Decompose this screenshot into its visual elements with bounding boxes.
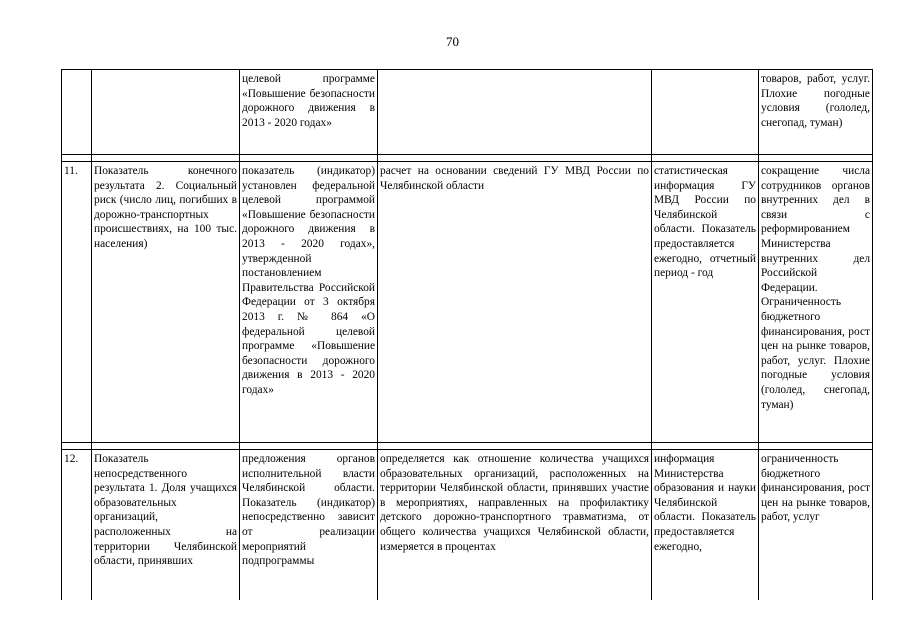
- separator-cell: [652, 443, 759, 450]
- row-separator: [62, 155, 873, 162]
- indicator-basis-cell: показатель (индикатор) установлен федеральной целевой программой «Повышение безопасности дорожного движения в 2013 - 2020 годах», утвержденной постановлением Правительства Российской Федерации от 3 октября 2013 г. № 864 «О федеральной целевой программе «Повышение безопасности дорожного движения в 2013 - 2020 годах»: [240, 162, 378, 443]
- page-number: 70: [446, 34, 459, 49]
- indicators-table: [61, 69, 873, 600]
- separator-cell: [62, 443, 92, 450]
- separator-cell: [759, 443, 873, 450]
- separator-cell: [92, 155, 240, 162]
- indicator-name-cell: Показатель конечного результата 2. Социальный риск (число лиц, погибших в дорожно-транспортных происшествиях, на 100 тыс. населения): [92, 162, 240, 443]
- table-row: [62, 70, 873, 155]
- separator-cell: [92, 443, 240, 450]
- separator-cell: [240, 155, 378, 162]
- row-separator: [62, 443, 873, 450]
- row-number-cell: 11.: [62, 162, 92, 443]
- data-source-cell: информация Министерства образования и науки Челябинской области. Показатель предоставляется ежегодно,: [652, 450, 759, 601]
- indicator-name-cell: [92, 70, 240, 155]
- calculation-method-cell: определяется как отношение количества учащихся образовательных организаций, расположенных на территории Челябинской области, принявших участие в мероприятиях, направленных на профилактику детского дорожно-транспортного травматизма, от общего количества учащихся Челябинской области, измеряется в процентах: [378, 450, 652, 601]
- separator-cell: [652, 155, 759, 162]
- data-source-cell: статистическая информация ГУ МВД России по Челябинской области. Показатель предоставляется ежегодно, отчетный период - год: [652, 162, 759, 443]
- calculation-method-cell: [378, 70, 652, 155]
- separator-cell: [759, 155, 873, 162]
- separator-cell: [62, 155, 92, 162]
- table-row: [62, 450, 873, 601]
- table-row: [62, 162, 873, 443]
- indicator-basis-cell: целевой программе «Повышение безопасности дорожного движения в 2013 - 2020 годах»: [240, 70, 378, 155]
- indicator-name-cell: Показатель непосредственного результата 1. Доля учащихся образовательных организаций, расположенных на территории Челябинской области, принявших: [92, 450, 240, 601]
- calculation-method-cell: расчет на основании сведений ГУ МВД России по Челябинской области: [378, 162, 652, 443]
- separator-cell: [240, 443, 378, 450]
- data-source-cell: [652, 70, 759, 155]
- separator-cell: [378, 155, 652, 162]
- risks-cell: ограниченность бюджетного финансирования, рост цен на рынке товаров, работ, услуг: [759, 450, 873, 601]
- indicator-basis-cell: предложения органов исполнительной власти Челябинской области. Показатель (индикатор) непосредственно зависит от реализации мероприятий подпрограммы: [240, 450, 378, 601]
- risks-cell: товаров, работ, услуг. Плохие погодные условия (гололед, снегопад, туман): [759, 70, 873, 155]
- row-number-cell: [62, 70, 92, 155]
- risks-cell: сокращение числа сотрудников органов внутренних дел в связи с реформированием Министерства внутренних дел Российской Федерации. Ограниченность бюджетного финансирования, рост цен на рынке товаров, работ, услуг. Плохие погодные условия (гололед, снегопад, туман): [759, 162, 873, 443]
- row-number-cell: 12.: [62, 450, 92, 601]
- separator-cell: [378, 443, 652, 450]
